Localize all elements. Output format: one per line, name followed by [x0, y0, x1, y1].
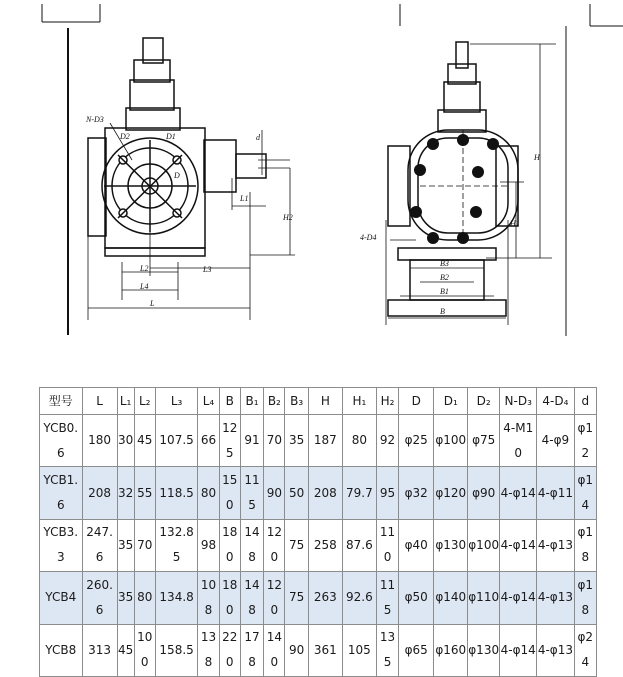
table-cell: φ14: [574, 467, 596, 519]
table-cell: 98: [198, 519, 219, 571]
label-b2: B2: [440, 273, 449, 282]
table-cell: 120: [264, 519, 285, 571]
table-cell: 92: [376, 415, 398, 467]
table-cell: 4-φ14: [500, 467, 537, 519]
label-h2: H2: [283, 213, 293, 222]
label-4-d4: 4-D4: [360, 233, 377, 242]
table-cell: φ50: [399, 572, 434, 624]
header-d-lower: d: [574, 388, 596, 415]
table-cell: φ110: [468, 572, 500, 624]
header-d-upper: D: [399, 388, 434, 415]
table-cell: φ100: [434, 415, 468, 467]
table-cell: 35: [117, 572, 134, 624]
table-cell: 134.8: [155, 572, 198, 624]
table-cell: 150: [219, 467, 240, 519]
table-cell: φ130: [434, 519, 468, 571]
table-cell: φ18: [574, 572, 596, 624]
label-d1: D1: [166, 132, 176, 141]
table-cell: 187: [308, 415, 342, 467]
table-cell: 180: [219, 572, 240, 624]
table-cell: φ24: [574, 624, 596, 676]
table-cell: 80: [134, 572, 155, 624]
table-cell: 80: [342, 415, 376, 467]
label-l2: L2: [140, 264, 149, 273]
table-cell: 4-φ13: [537, 624, 574, 676]
header-b: B: [219, 388, 240, 415]
table-cell: 35: [117, 519, 134, 571]
table-cell: 120: [264, 572, 285, 624]
table-cell: 75: [285, 572, 308, 624]
table-cell: φ90: [468, 467, 500, 519]
table-row: [40, 415, 597, 467]
table-cell: 115: [240, 467, 263, 519]
table-cell: 4-φ13: [537, 572, 574, 624]
table-cell: 4-φ14: [500, 519, 537, 571]
table-row: [40, 624, 597, 676]
table-header-row: [40, 388, 597, 415]
table-body: [40, 415, 597, 677]
table-cell: 132.85: [155, 519, 198, 571]
label-l4: L4: [140, 282, 149, 291]
header-h: H: [308, 388, 342, 415]
label-b1: B1: [440, 287, 449, 296]
header-h2: H₂: [376, 388, 398, 415]
table-cell: 118.5: [155, 467, 198, 519]
table-row: [40, 572, 597, 624]
table-cell: 90: [264, 467, 285, 519]
table-cell: YCB0.6: [40, 415, 83, 467]
table-cell: 361: [308, 624, 342, 676]
header-b1: B₁: [240, 388, 263, 415]
header-d2: D₂: [468, 388, 500, 415]
table-cell: 75: [285, 519, 308, 571]
header-l: L: [82, 388, 117, 415]
table-cell: 95: [376, 467, 398, 519]
pump-front-view: [88, 38, 266, 256]
table-cell: 50: [285, 467, 308, 519]
table-cell: φ130: [468, 624, 500, 676]
table-cell: 92.6: [342, 572, 376, 624]
table-cell: 258: [308, 519, 342, 571]
table-cell: YCB8: [40, 624, 83, 676]
label-h1: H1: [510, 219, 520, 228]
table-cell: 45: [134, 415, 155, 467]
table-cell: 32: [117, 467, 134, 519]
table-cell: 260.6: [82, 572, 117, 624]
table-cell: 70: [264, 415, 285, 467]
table-cell: φ65: [399, 624, 434, 676]
label-n-d3: N-D3: [86, 115, 104, 124]
table-cell: 79.7: [342, 467, 376, 519]
table-cell: φ12: [574, 415, 596, 467]
label-l1: L1: [240, 194, 249, 203]
table-cell: YCB1.6: [40, 467, 83, 519]
table-cell: 220: [219, 624, 240, 676]
table-cell: φ120: [434, 467, 468, 519]
table-cell: 158.5: [155, 624, 198, 676]
label-b: B: [440, 307, 445, 316]
table-cell: 105: [342, 624, 376, 676]
pump-side-view: [388, 42, 518, 316]
table-cell: 135: [376, 624, 398, 676]
table-cell: 4-φ14: [500, 624, 537, 676]
table-cell: 110: [376, 519, 398, 571]
header-l1: L₁: [117, 388, 134, 415]
label-d2: D2: [120, 132, 130, 141]
table-cell: φ75: [468, 415, 500, 467]
table-row: [40, 519, 597, 571]
table-cell: φ25: [399, 415, 434, 467]
table-cell: 100: [134, 624, 155, 676]
header-l2: L₂: [134, 388, 155, 415]
table-cell: 148: [240, 519, 263, 571]
header-h1: H₁: [342, 388, 376, 415]
table-cell: φ140: [434, 572, 468, 624]
label-l: L: [150, 299, 155, 308]
table-cell: 107.5: [155, 415, 198, 467]
table-cell: YCB3.3: [40, 519, 83, 571]
table-cell: 208: [82, 467, 117, 519]
label-l3: L3: [203, 265, 212, 274]
table-cell: 125: [219, 415, 240, 467]
table-cell: YCB4: [40, 572, 83, 624]
table-cell: 4-φ11: [537, 467, 574, 519]
header-l4: L₄: [198, 388, 219, 415]
table-cell: 313: [82, 624, 117, 676]
label-b3: B3: [440, 259, 449, 268]
table-cell: φ18: [574, 519, 596, 571]
table-cell: 4-M10: [500, 415, 537, 467]
header-b3: B₃: [285, 388, 308, 415]
table-cell: 66: [198, 415, 219, 467]
table-cell: φ160: [434, 624, 468, 676]
table-cell: 4-φ13: [537, 519, 574, 571]
table-cell: 180: [82, 415, 117, 467]
table-cell: 4-φ14: [500, 572, 537, 624]
table-cell: 55: [134, 467, 155, 519]
table-cell: 140: [264, 624, 285, 676]
table-cell: 108: [198, 572, 219, 624]
header-d1: D₁: [434, 388, 468, 415]
header-model: 型号: [40, 388, 83, 415]
table-cell: 115: [376, 572, 398, 624]
header-b2: B₂: [264, 388, 285, 415]
table-cell: 90: [285, 624, 308, 676]
label-d: D: [174, 171, 180, 180]
table-cell: 80: [198, 467, 219, 519]
table-cell: 91: [240, 415, 263, 467]
table-cell: 30: [117, 415, 134, 467]
table-cell: 247.6: [82, 519, 117, 571]
header-l3: L₃: [155, 388, 198, 415]
table-cell: 138: [198, 624, 219, 676]
table-cell: 263: [308, 572, 342, 624]
table-cell: φ40: [399, 519, 434, 571]
table-cell: 4-φ9: [537, 415, 574, 467]
table-cell: 87.6: [342, 519, 376, 571]
specification-table: [39, 387, 597, 677]
header-n-d3: N-D₃: [500, 388, 537, 415]
table-row: [40, 467, 597, 519]
header-4-d4: 4-D₄: [537, 388, 574, 415]
label-d-small: d: [256, 133, 260, 142]
table-cell: φ32: [399, 467, 434, 519]
table-cell: 208: [308, 467, 342, 519]
table-cell: 45: [117, 624, 134, 676]
table-cell: 180: [219, 519, 240, 571]
table-cell: 70: [134, 519, 155, 571]
label-h: H: [534, 153, 540, 162]
table-cell: 148: [240, 572, 263, 624]
table-cell: 35: [285, 415, 308, 467]
table-cell: φ100: [468, 519, 500, 571]
table-cell: 178: [240, 624, 263, 676]
